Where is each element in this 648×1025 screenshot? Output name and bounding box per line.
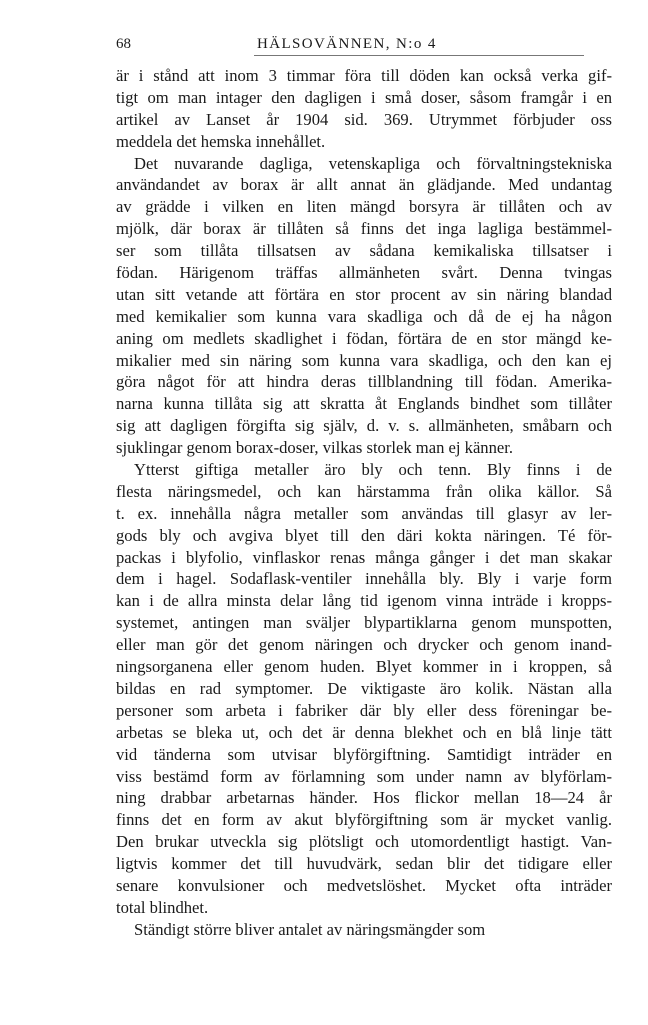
text-line: är i stånd att inom 3 timmar föra till döden kan också verka gif- [116,66,612,85]
body-text [116,65,612,941]
text-line: artikel av Lanset år 1904 sid. 369. Utrymmet förbjuder oss [116,109,612,129]
text-line: av grädde i vilken en liten mängd borsyra är tillåten och av [116,197,612,217]
text-line: Ständigt större bliver antalet av näringsmängder som [134,919,486,939]
text-line: utan sitt vetande att förtära en stor procent av sin näring blandad [116,284,612,304]
text-line: viss bestämd form av förlamning som under namn av blyförlam- [116,766,612,786]
text-line: vid tänderna som utvisar blyförgiftning. Samtidigt inträder en [116,744,612,764]
text-line: arbetas se bleka ut, och det är denna blekhet och en blå linje tätt [116,722,612,742]
text-line: narna kunna tillåta sig att skratta åt Englands bindhet som tillåter [116,394,612,414]
text-line: ligtvis kommer det till huvudvärk, sedan blir det tidigare eller [116,854,612,874]
text-line: finns det en form av akut blyförgiftning som är mycket vanlig. [116,810,612,830]
text-line: användandet av borax är allt annat än glädjande. Med undantag [116,175,612,195]
text-line: meddela det hemska innehållet. [116,131,326,151]
text-line: dem i hagel. Sodaflask-ventiler innehålla bly. Bly i varje form [116,569,612,589]
paragraph [116,459,612,919]
page-header [116,36,616,58]
text-line: flesta näringsmedel, och kan härstamma från olika källor. Så [116,481,612,501]
text-line: med kemikalier som kunna vara skadliga och då de ej ha någon [116,306,612,326]
text-line: göra något för att hindra deras tillblandning till födan. Amerika- [116,372,612,392]
text-line: Den brukar utveckla sig plötsligt och utomordentligt hastigt. Van- [116,832,612,852]
text-line: mikalier med sin näring som kunna vara skadliga, och den kan ej [116,350,612,370]
text-line: packas i blyfolio, vinflaskor renas många gånger i det man skakar [116,547,612,567]
text-line: Det nuvarande dagliga, vetenskapliga och förvaltningstekniska [134,153,612,173]
running-title: HÄLSOVÄNNEN, N:o 4 [257,36,437,52]
paragraph [116,65,612,153]
text-line: ningsorganena eller genom huden. Blyet kommer in i kroppen, så [116,657,612,677]
text-line: systemet, antingen man sväljer blypartiklarna genom munspotten, [116,613,612,633]
paragraph [116,153,612,459]
text-line: personer som arbeta i fabriker där bly eller dess föreningar be- [116,700,612,720]
header-rule [254,55,584,56]
text-line: mjölk, där borax är tillåten så finns det inga lagliga bestämmel- [116,219,612,239]
text-line: kan i de allra minsta delar lång tid igenom vinna inträde i kropps- [116,591,612,611]
text-line: aning om medlets skadlighet i födan, förtära de en stor mängd ke- [116,328,612,348]
text-line: sjuklingar genom borax-doser, vilkas storlek man ej känner. [116,438,514,458]
text-line: sig att dagligen förgifta sig själv, d. v. s. allmänheten, småbarn och [116,416,612,436]
page-number: 68 [116,36,131,52]
text-line: Ytterst giftiga metaller äro bly och tenn. Bly finns i de [134,460,612,480]
paragraph [116,919,612,941]
text-line: ning drabbar arbetarnas händer. Hos flickor mellan 18—24 år [116,788,612,808]
text-line: t. ex. innehålla några metaller som användas till glasyr av ler- [116,503,612,523]
text-line: tigt om man intager den dagligen i små doser, såsom framgår i en [116,87,612,107]
text-line: eller man gör det genom näringen och drycker och genom inand- [116,635,612,655]
text-line: total blindhet. [116,897,209,917]
text-line: ser som tillåta tillsatsen av sådana kemikaliska tillsatser i [116,241,612,261]
text-line: bildas en rad symptomer. De viktigaste äro kolik. Nästan alla [116,678,612,698]
text-line: gods bly och avgiva blyet till den däri kokta näringen. Té för- [116,525,612,545]
text-line: födan. Härigenom träffas allmänheten svårt. Denna tvingas [116,263,612,283]
text-line: senare konvulsioner och medvetslöshet. Mycket ofta inträder [116,875,612,895]
